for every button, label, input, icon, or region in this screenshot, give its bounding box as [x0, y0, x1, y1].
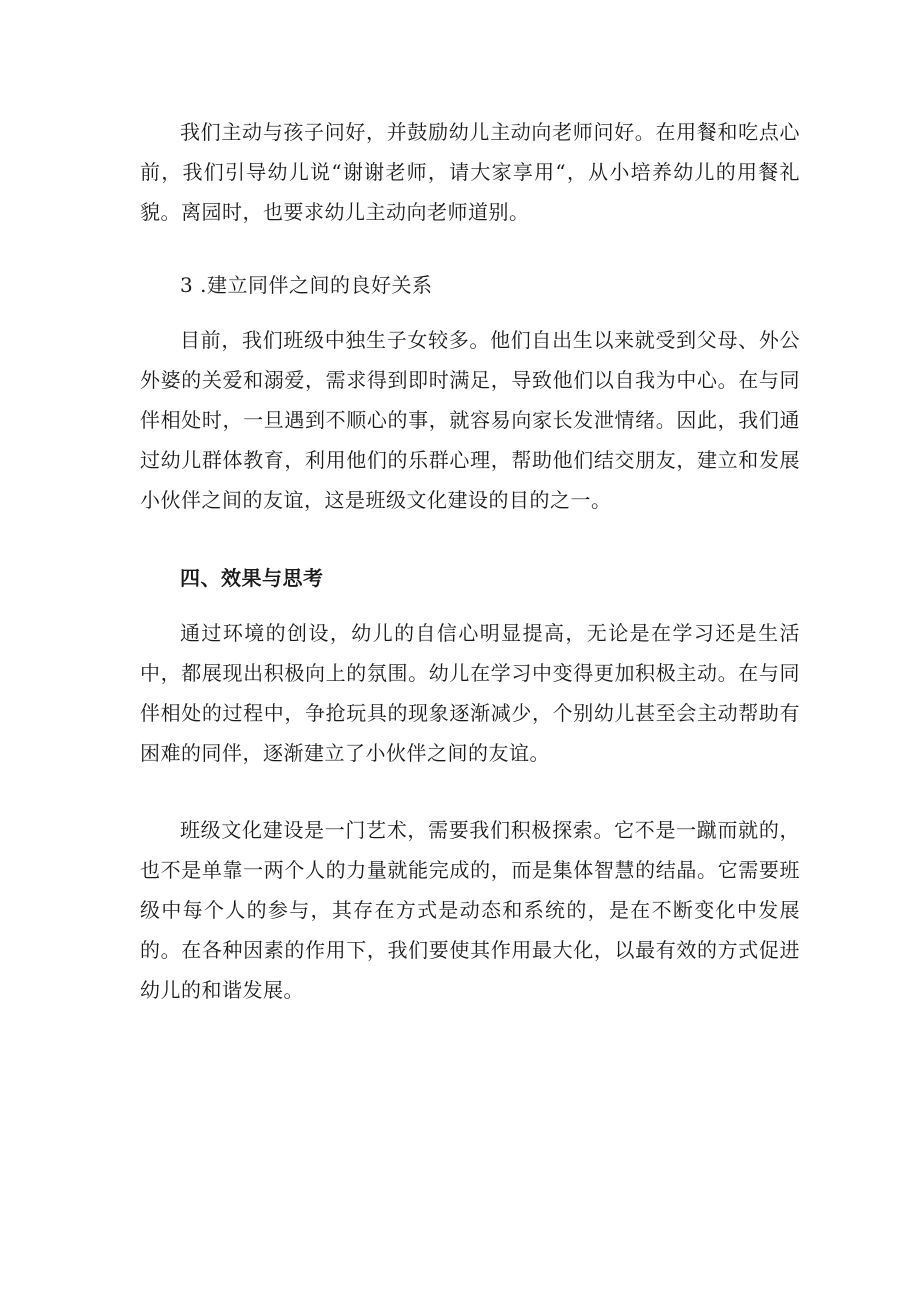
subheading-peer-relationships: 3 .建立同伴之间的良好关系	[180, 273, 433, 297]
paragraph-peer-relationships: 目前，我们班级中独生子女较多。他们自出生以来就受到父母、外公外婆的关爱和溺爱，需求得到即时满足，导致他们以自我为中心。在与同伴相处时，一旦遇到不顺心的事，就容易向家长发泄情绪。因此，我们通过幼儿群体教育，利用他们的乐群心理，帮助他们结交朋友，建立和发展小伙伴之间的友谊，这是班级文化建设的目的之一。	[140, 328, 800, 512]
paragraph-results: 通过环境的创设，幼儿的自信心明显提高，无论是在学习还是生活中，都展现出积极向上的氛围。幼儿在学习中变得更加积极主动。在与同伴相处的过程中，争抢玩具的现象逐渐减少，个别幼儿甚至会主动帮助有困难的同伴，逐渐建立了小伙伴之间的友谊。	[140, 621, 800, 765]
section-heading-results-reflection: 四、效果与思考	[180, 566, 324, 590]
paragraph-greeting-etiquette: 我们主动与孩子问好，并鼓励幼儿主动向老师问好。在用餐和吃点心前，我们引导幼儿说“谢谢老师，请大家享用“，从小培养幼儿的用餐礼貌。离园时，也要求幼儿主动向老师道别。	[140, 120, 800, 224]
paragraph-reflection: 班级文化建设是一门艺术，需要我们积极探索。它不是一蹴而就的，也不是单靠一两个人的力量就能完成的，而是集体智慧的结晶。它需要班级中每个人的参与，其存在方式是动态和系统的，是在不断变化中发展的。在各种因素的作用下，我们要使其作用最大化，以最有效的方式促进幼儿的和谐发展。	[140, 818, 800, 1002]
